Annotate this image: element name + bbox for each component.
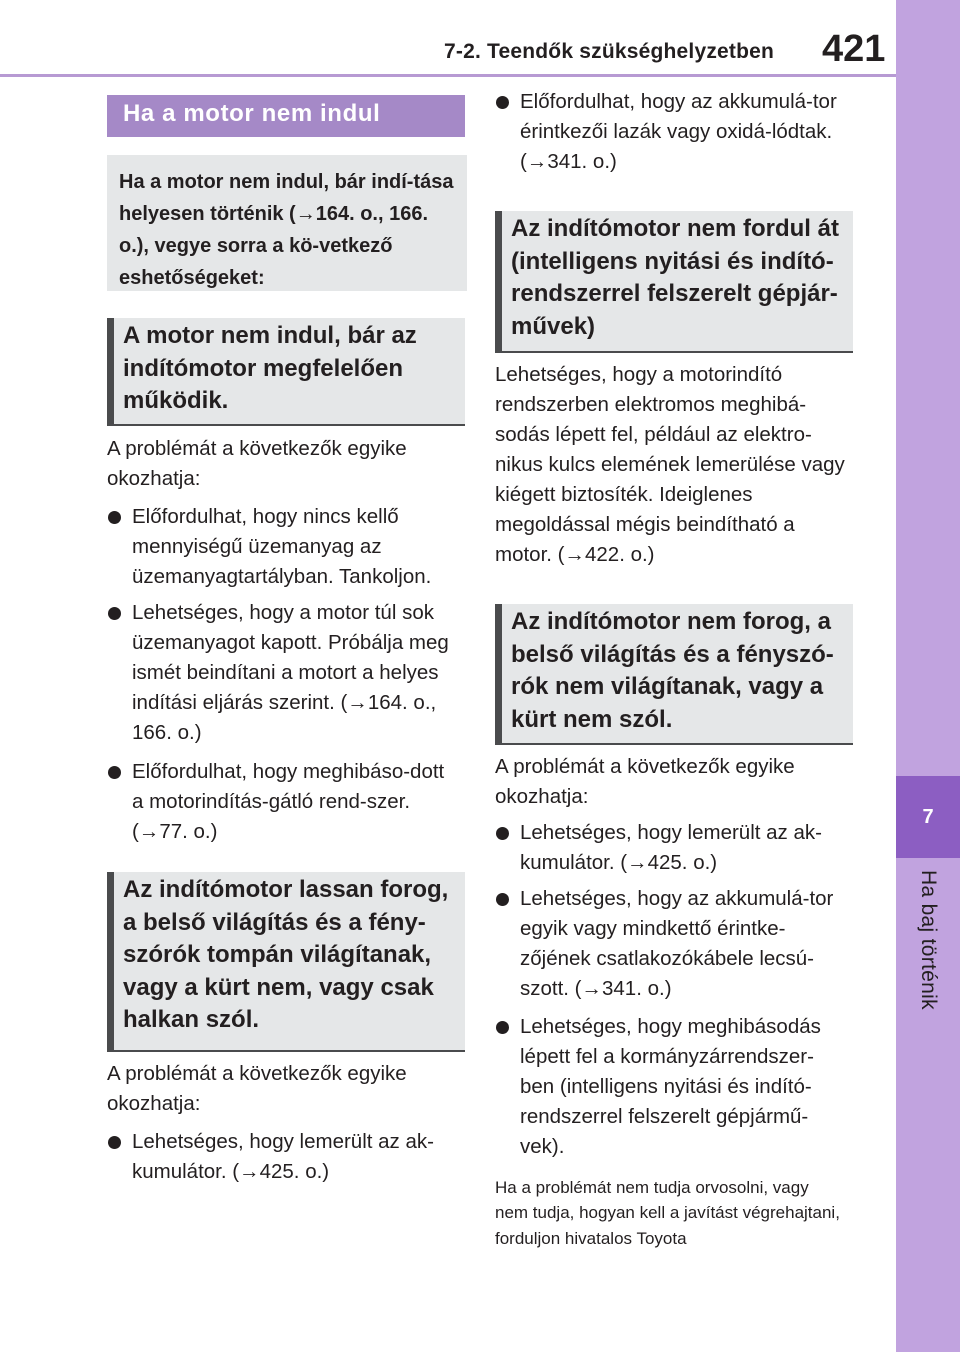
section2-lead: A problémát a következők egyike okozhatja:: [107, 1062, 407, 1115]
footer-note: Ha a problémát nem tudja orvosolni, vagy nem tudja, hogyan kell a javítást végrehajtani, forduljon hivatalos Toyota: [495, 1178, 840, 1248]
header-divider: [0, 74, 896, 77]
section-title: 7-2. Teendők szükséghelyzetben: [444, 40, 775, 63]
continued-bullet: Előfordulhat, hogy az akkumulá-tor érintkezői lazák vagy oxidá-lódtak. (→341. o.): [495, 87, 847, 177]
section2-bullet-1: Lehetséges, hogy lemerült az ak-kumulátor. (→425. o.): [107, 1127, 457, 1187]
section3-body: Lehetséges, hogy a motorindító rendszerben elektromos meghibá-sodás lépett fel, például az elektro-nikus kulcs elemének lemerülése vagy kiégett biztosíték. Ideiglenes megoldással mégis beindítható a motor. (→422. o.): [495, 363, 845, 566]
section4-lead: A problémát a következők egyike okozhatja:: [495, 755, 795, 808]
intro-box: Ha a motor nem indul, bár indí-tása helyesen történik (→164. o., 166. o.), vegye sorra a kö-vetkező eshetőségeket:: [107, 155, 467, 291]
page-number: 421: [822, 28, 886, 70]
section3-heading: Az indítómotor nem fordul át (intelligens nyitási és indító-rendszerrel felszerelt gépjár-művek): [495, 211, 853, 353]
chapter-side-tab: [896, 0, 960, 1352]
section1-heading: A motor nem indul, bár az indítómotor megfelelően működik.: [107, 318, 465, 426]
section4-bullet-1: Lehetséges, hogy lemerült az ak-kumulátor. (→425. o.): [495, 818, 847, 878]
section1-lead: A problémát a következők egyike okozhatja:: [107, 437, 407, 490]
section4-bullet-3: Lehetséges, hogy meghibásodás lépett fel a kormányzárrendszer-ben (intelligens nyitási és indító-rendszerrel felszerelt gépjármű-vek).: [495, 1012, 847, 1162]
chapter-number-badge: 7: [896, 776, 960, 858]
topic-banner: Ha a motor nem indul: [107, 95, 465, 137]
section4-bullet-2: Lehetséges, hogy az akkumulá-tor egyik vagy mindkettő érintke-zőjének csatlakozókábele lecsú-szott. (→341. o.): [495, 884, 847, 1004]
section2-heading: Az indítómotor lassan forog, a belső világítás és a fény-szórók tompán világítanak, vagy a kürt nem, vagy csak halkan szól.: [107, 872, 465, 1052]
section1-bullet-3: Előfordulhat, hogy meghibáso-dott a motorindítás-gátló rend-szer. (→77. o.): [107, 757, 447, 847]
section1-bullet-2: Lehetséges, hogy a motor túl sok üzemanyagot kapott. Próbálja meg ismét beindítani a motort a helyes indítási eljárás szerint. (→164. o., 166. o.): [107, 598, 459, 748]
section1-bullet-1: Előfordulhat, hogy nincs kellő mennyiségű üzemanyag az üzemanyagtartályban. Tankoljon.: [107, 502, 459, 592]
section4-heading: Az indítómotor nem forog, a belső világítás és a fényszó-rók nem világítanak, vagy a kürt nem szól.: [495, 604, 853, 745]
chapter-title: Ha baj történik: [917, 870, 940, 1010]
